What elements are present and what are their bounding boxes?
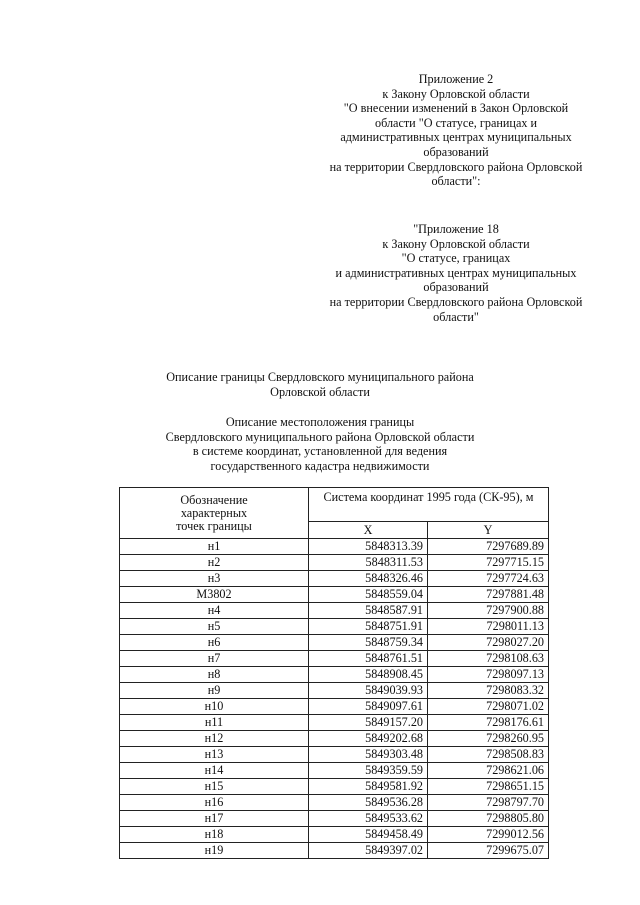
appendix-quote-line: "О статусе, границах (401, 251, 511, 266)
x-coordinate-cell: 5848326.46 (309, 571, 428, 587)
header-point-line: характерных (180, 506, 248, 520)
table-row (120, 683, 549, 699)
subtitle-line: государственного кадастра недвижимости (210, 458, 430, 473)
subtitle-line: Свердловского муниципального района Орловской области (165, 429, 475, 444)
y-coordinate-cell: 7298797.70 (428, 795, 549, 811)
point-name-cell: н6 (120, 635, 309, 651)
y-coordinate-cell: 7298260.95 (428, 731, 549, 747)
x-coordinate-cell: 5848559.04 (309, 587, 428, 603)
document-subtitle (150, 415, 490, 473)
y-coordinate-cell: 7298083.32 (428, 683, 549, 699)
header-y: Y (428, 522, 549, 539)
point-name-cell: н11 (120, 715, 309, 731)
y-coordinate-cell: 7298176.61 (428, 715, 549, 731)
header-point-line: точек границы (176, 519, 252, 533)
x-coordinate-cell: 5849359.59 (309, 763, 428, 779)
y-coordinate-cell: 7298805.80 (428, 811, 549, 827)
point-name-cell: н16 (120, 795, 309, 811)
x-coordinate-cell: 5849458.49 (309, 827, 428, 843)
appendix-header-line: области "О статусе, границах и (374, 115, 538, 130)
point-name-cell: н19 (120, 843, 309, 859)
appendix-header-line: Приложение 2 (418, 72, 494, 86)
y-coordinate-cell: 7297689.89 (428, 539, 549, 555)
y-coordinate-cell: 7297881.48 (428, 587, 549, 603)
table-row (120, 827, 549, 843)
table-row (120, 539, 549, 555)
x-coordinate-cell: 5849157.20 (309, 715, 428, 731)
coordinates-table (119, 487, 549, 859)
appendix-header-line: образований (423, 144, 489, 159)
x-coordinate-cell: 5849536.28 (309, 795, 428, 811)
point-name-cell: н7 (120, 651, 309, 667)
table-row (120, 715, 549, 731)
table-row (120, 619, 549, 635)
header-x: X (309, 522, 428, 539)
table-row (120, 779, 549, 795)
table-row (120, 811, 549, 827)
x-coordinate-cell: 5849039.93 (309, 683, 428, 699)
point-name-cell: н3 (120, 571, 309, 587)
table-row (120, 699, 549, 715)
x-coordinate-cell: 5848759.34 (309, 635, 428, 651)
table-row (120, 603, 549, 619)
appendix-quote-line: к Закону Орловской области (382, 236, 530, 251)
x-coordinate-cell: 5848313.39 (309, 539, 428, 555)
point-name-cell: н2 (120, 555, 309, 571)
point-name-cell: н9 (120, 683, 309, 699)
y-coordinate-cell: 7298621.06 (428, 763, 549, 779)
x-coordinate-cell: 5848908.45 (309, 667, 428, 683)
point-name-cell: н15 (120, 779, 309, 795)
table-row (120, 555, 549, 571)
point-name-cell: н17 (120, 811, 309, 827)
header-coordinate-system: Система координат 1995 года (СК-95), м (309, 488, 549, 522)
subtitle-line: в системе координат, установленной для ведения (192, 444, 448, 459)
x-coordinate-cell: 5849533.62 (309, 811, 428, 827)
y-coordinate-cell: 7297900.88 (428, 603, 549, 619)
x-coordinate-cell: 5849303.48 (309, 747, 428, 763)
y-coordinate-cell: 7298097.13 (428, 667, 549, 683)
y-coordinate-cell: 7298027.20 (428, 635, 549, 651)
table-row (120, 731, 549, 747)
document-title (150, 370, 490, 399)
y-coordinate-cell: 7297715.15 (428, 555, 549, 571)
table-row (120, 667, 549, 683)
subtitle-line: Описание местоположения границы (225, 415, 415, 429)
table-body (120, 539, 549, 859)
appendix-quote-line: области" (433, 309, 479, 324)
appendix-quote-line: "Приложение 18 (413, 222, 499, 236)
x-coordinate-cell: 5848311.53 (309, 555, 428, 571)
y-coordinate-cell: 7298071.02 (428, 699, 549, 715)
y-coordinate-cell: 7298011.13 (428, 619, 549, 635)
y-coordinate-cell: 7297724.63 (428, 571, 549, 587)
table-row (120, 763, 549, 779)
point-name-cell: М3802 (120, 587, 309, 603)
table-row (120, 795, 549, 811)
appendix-quote (320, 222, 592, 324)
appendix-quote-line: и административных центрах муниципальных (335, 265, 577, 280)
y-coordinate-cell: 7299675.07 (428, 843, 549, 859)
y-coordinate-cell: 7298651.15 (428, 779, 549, 795)
table-row (120, 635, 549, 651)
point-name-cell: н14 (120, 763, 309, 779)
x-coordinate-cell: 5848751.91 (309, 619, 428, 635)
header-point-designation (120, 488, 309, 539)
appendix-header (320, 72, 592, 189)
appendix-header-line: к Закону Орловской области (382, 86, 530, 101)
y-coordinate-cell: 7298508.83 (428, 747, 549, 763)
table-row (120, 651, 549, 667)
table-row (120, 587, 549, 603)
point-name-cell: н18 (120, 827, 309, 843)
table-row (120, 843, 549, 859)
table-row (120, 747, 549, 763)
header-point-line: Обозначение (180, 493, 248, 507)
appendix-quote-line: образований (423, 280, 489, 295)
table-row (120, 571, 549, 587)
point-name-cell: н4 (120, 603, 309, 619)
appendix-header-line: области": (431, 174, 481, 189)
point-name-cell: н8 (120, 667, 309, 683)
point-name-cell: н12 (120, 731, 309, 747)
point-name-cell: н10 (120, 699, 309, 715)
x-coordinate-cell: 5849097.61 (309, 699, 428, 715)
y-coordinate-cell: 7298108.63 (428, 651, 549, 667)
point-name-cell: н1 (120, 539, 309, 555)
point-name-cell: н5 (120, 619, 309, 635)
x-coordinate-cell: 5849581.92 (309, 779, 428, 795)
appendix-header-line: административных центрах муниципальных (340, 130, 572, 145)
x-coordinate-cell: 5848761.51 (309, 651, 428, 667)
title-line: Описание границы Свердловского муниципального района (166, 370, 474, 384)
appendix-header-line: "О внесении изменений в Закон Орловской (343, 101, 569, 116)
x-coordinate-cell: 5848587.91 (309, 603, 428, 619)
appendix-quote-line: на территории Свердловского района Орловской (329, 294, 583, 309)
x-coordinate-cell: 5849397.02 (309, 843, 428, 859)
appendix-header-line: на территории Свердловского района Орловской (329, 159, 583, 174)
point-name-cell: н13 (120, 747, 309, 763)
title-line: Орловской области (270, 384, 370, 399)
y-coordinate-cell: 7299012.56 (428, 827, 549, 843)
x-coordinate-cell: 5849202.68 (309, 731, 428, 747)
